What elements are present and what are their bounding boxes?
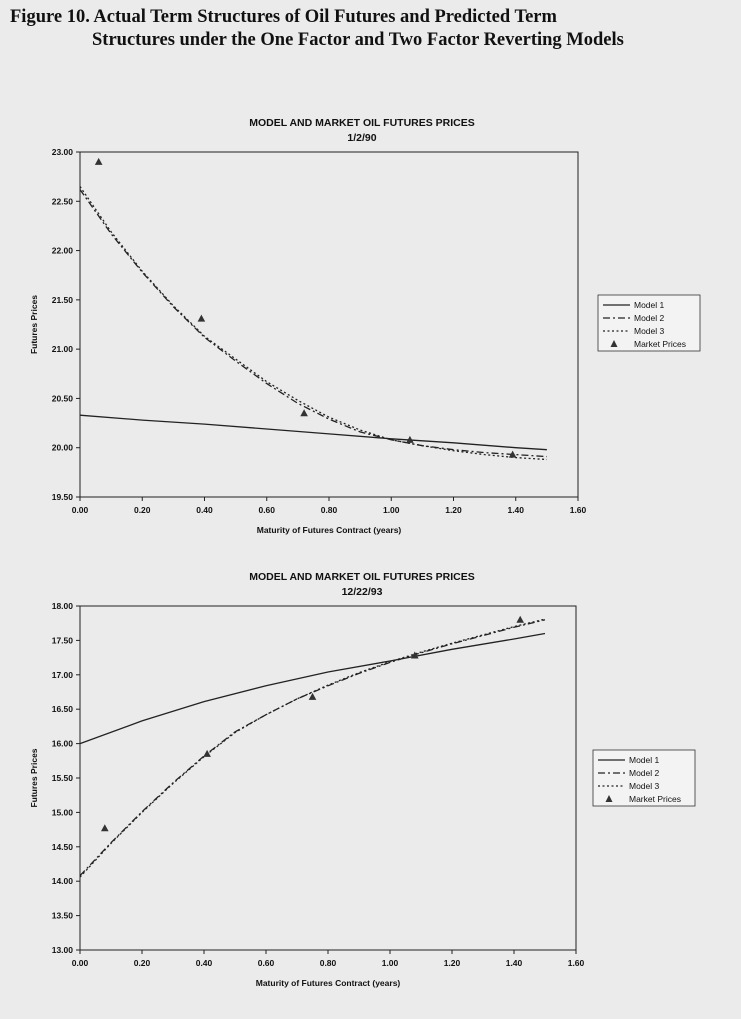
chart-2-y-tick-label: 16.00 [51,738,73,749]
chart-2-x-tick-label: 0.80 [319,958,337,968]
chart-2-y-tick-label: 17.00 [51,669,73,680]
chart-2-legend-label: Market Prices [629,794,681,804]
chart-2-x-axis-label: Maturity of Futures Contract (years) [255,978,401,988]
chart-2-x-tick-label: 0.20 [133,958,151,968]
chart-1-legend-label: Market Prices [634,339,686,349]
chart-2-y-axis-label: Futures Prices [29,748,39,808]
chart-2-y-tick-label: 16.50 [51,704,73,715]
chart-1-x-tick-label: 0.40 [196,505,213,515]
chart-1-legend-label: Model 1 [634,300,665,310]
chart-2-market-price-marker [101,824,109,831]
chart-2-x-tick-label: 1.60 [567,958,585,968]
chart-1-plot-frame [80,152,578,497]
chart-1-market-price-marker [300,409,308,416]
chart-1-x-tick-label: 1.00 [382,505,400,515]
chart-2-x-tick-label: 1.40 [505,958,523,968]
chart-1-x-tick-label: 0.00 [71,505,89,515]
chart-2-x-tick-label: 1.00 [381,958,399,968]
chart-1-market-price-marker [198,315,206,322]
chart-2-y-tick-label: 15.50 [51,773,73,783]
chart-1-legend-label: Model 3 [634,326,665,336]
chart-2-x-tick-label: 0.60 [257,958,275,968]
chart-1-y-tick-label: 19.50 [51,492,73,502]
chart-1-x-tick-label: 1.40 [507,505,525,515]
chart-2-y-tick-label: 17.50 [51,635,73,646]
chart-2-series-model-1 [80,634,545,744]
chart-2-y-tick-label: 14.50 [51,841,73,852]
figure-title [10,6,730,52]
chart-1-y-axis-label: Futures Prices [29,294,39,355]
chart-2-title: MODEL AND MARKET OIL FUTURES PRICES [249,571,475,583]
chart-2-plot-frame [80,606,576,950]
chart-1-y-tick-label: 21.00 [51,344,73,355]
chart-2-market-price-marker [516,616,524,623]
chart-2-y-tick-label: 13.00 [51,945,73,955]
chart-1-x-tick-label: 0.20 [133,505,151,515]
chart-1-x-tick-label: 1.60 [569,505,587,515]
chart-1993 [0,562,741,1002]
chart-1-x-tick-label: 1.20 [445,505,462,515]
figure-title-line-1: Figure 10. Actual Term Structures of Oil Futures and Predicted Term [10,7,557,27]
chart-2-y-tick-label: 14.00 [51,876,73,887]
chart-2-legend-label: Model 1 [629,755,660,765]
chart-1993-svg [0,562,741,1002]
chart-1-series-model-2 [80,190,547,457]
chart-2-x-tick-label: 1.20 [443,958,461,968]
chart-1-market-price-marker [95,158,103,165]
chart-2-legend [593,750,695,806]
chart-1-y-tick-label: 22.50 [51,196,73,207]
chart-1-series-model-3 [80,187,547,460]
chart-2-y-tick-label: 13.50 [51,910,73,921]
chart-1-series-model-1 [80,415,547,450]
chart-1-legend [598,295,700,351]
chart-1-x-tick-label: 0.60 [258,505,276,515]
chart-1-x-axis-label: Maturity of Futures Contract (years) [256,525,402,535]
chart-2-series-model-3 [80,619,545,877]
chart-2-legend-label: Model 2 [629,768,660,778]
chart-1-y-tick-label: 20.50 [51,393,73,404]
chart-1-title: MODEL AND MARKET OIL FUTURES PRICES [249,117,475,129]
chart-2-y-tick-label: 18.00 [51,601,73,611]
chart-1-subtitle: 1/2/90 [347,132,377,144]
chart-2-x-tick-label: 0.00 [71,958,89,968]
chart-1-y-tick-label: 21.50 [51,294,73,305]
chart-1-y-tick-label: 23.00 [51,147,73,157]
figure-title-line-2: Structures under the One Factor and Two Factor Reverting Models [92,30,624,50]
chart-1-legend-label: Model 2 [634,313,665,323]
chart-1990 [0,110,741,550]
chart-2-x-tick-label: 0.40 [195,958,213,968]
chart-2-y-tick-label: 15.00 [51,807,73,818]
chart-1-y-tick-label: 20.00 [51,442,73,453]
chart-1-y-tick-label: 22.00 [51,245,73,256]
chart-2-subtitle: 12/22/93 [341,586,383,598]
chart-2-series-model-2 [80,620,545,876]
chart-1-x-tick-label: 0.80 [320,505,338,515]
chart-2-legend-label: Model 3 [629,781,660,791]
chart-1990-svg [0,110,741,550]
